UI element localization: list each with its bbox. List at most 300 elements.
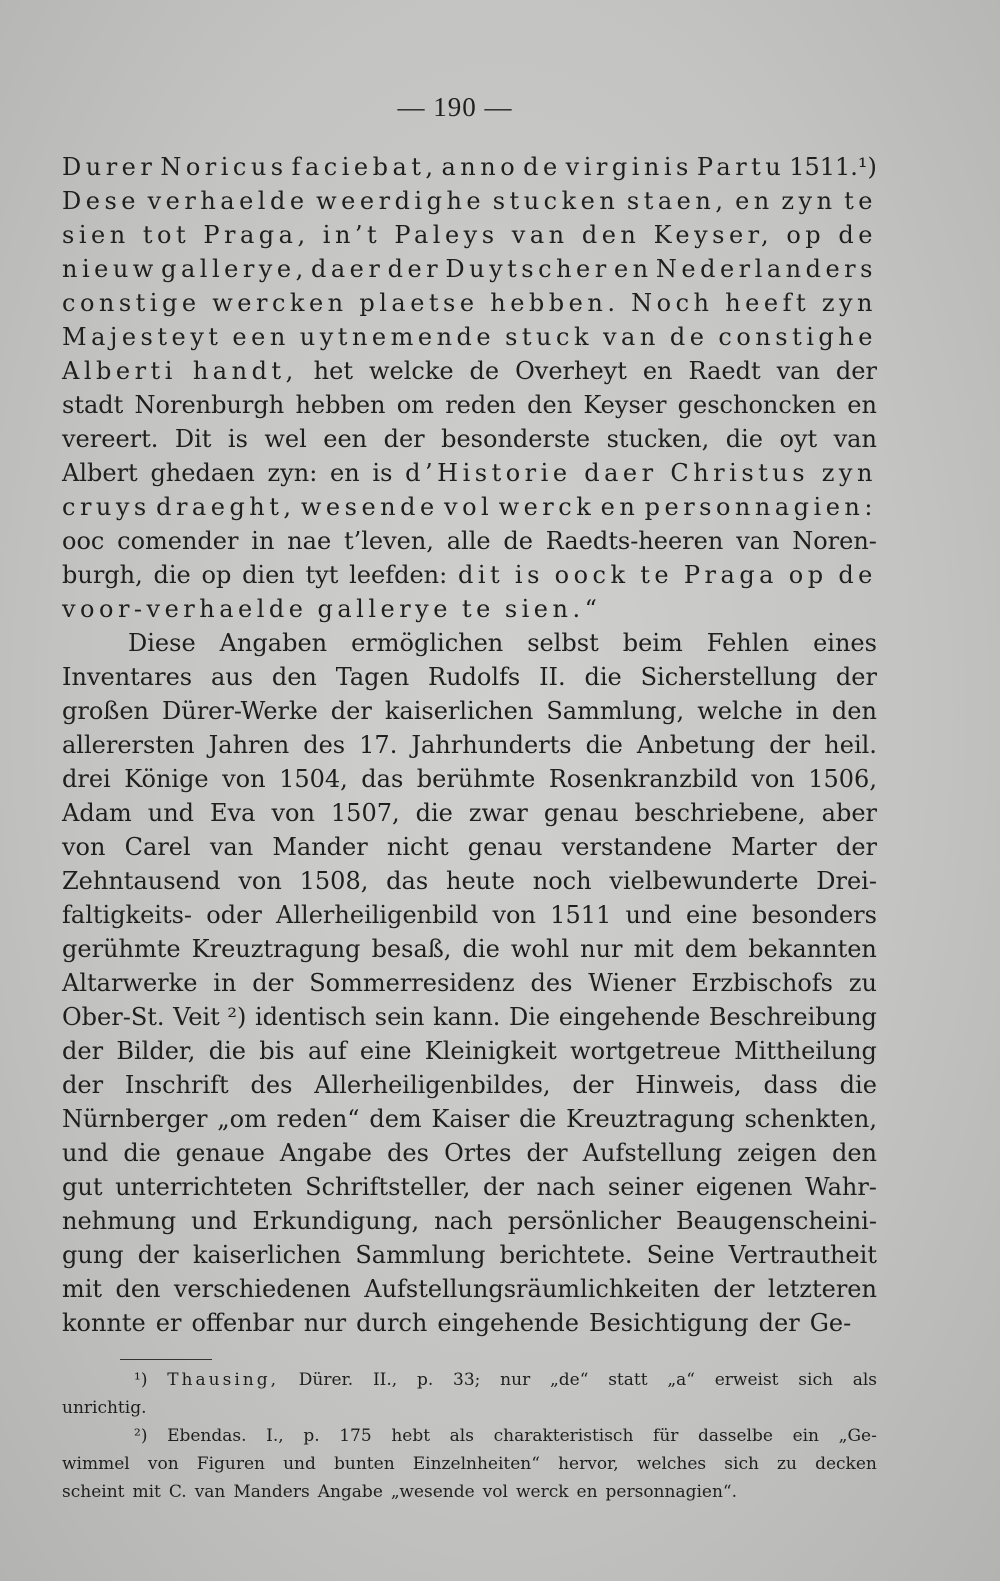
word: berühmte bbox=[416, 765, 536, 793]
text-line bbox=[62, 898, 877, 932]
word: seiner bbox=[607, 1173, 684, 1201]
word: leefden: bbox=[349, 561, 448, 589]
text-line bbox=[62, 1068, 877, 1102]
footnote-word: erweist bbox=[714, 1370, 779, 1390]
word: op bbox=[201, 561, 232, 589]
footnote-word: scheint bbox=[62, 1482, 125, 1502]
word: reden bbox=[445, 391, 516, 419]
word: virginis bbox=[565, 153, 693, 181]
word: genaue bbox=[175, 1139, 265, 1167]
footnote-word: welches bbox=[636, 1454, 707, 1474]
footnote-word: „wesende bbox=[390, 1482, 475, 1502]
word: op bbox=[786, 221, 826, 249]
word: letzteren bbox=[767, 1275, 877, 1303]
footnote-line bbox=[62, 1478, 877, 1506]
word: noch bbox=[532, 867, 592, 895]
word: die bbox=[153, 561, 191, 589]
word: de bbox=[669, 323, 709, 351]
word: Albert bbox=[62, 459, 138, 487]
word: Besichtigung bbox=[588, 1309, 749, 1337]
word: te bbox=[844, 187, 877, 215]
word: aber bbox=[821, 799, 877, 827]
word: eigenen bbox=[695, 1173, 793, 1201]
footnote-word: 175 bbox=[339, 1426, 372, 1446]
text-line bbox=[62, 184, 877, 218]
word: bis bbox=[259, 1037, 295, 1065]
word: Fehlen bbox=[706, 629, 790, 657]
word: een bbox=[323, 425, 368, 453]
word: zyn: bbox=[267, 459, 318, 487]
word: bekannten bbox=[748, 935, 877, 963]
word: wel bbox=[264, 425, 307, 453]
word: des bbox=[387, 1139, 429, 1167]
word: 1511.¹) bbox=[789, 153, 877, 181]
footnote-word: Dürer. bbox=[298, 1370, 354, 1390]
footnote-word: sich bbox=[724, 1454, 759, 1474]
word: sein bbox=[374, 1003, 425, 1031]
word: zyn bbox=[821, 459, 877, 487]
word: om bbox=[396, 391, 434, 419]
text-line bbox=[62, 524, 877, 558]
word: ghedaen bbox=[150, 459, 255, 487]
footnote-word: Figuren bbox=[196, 1454, 265, 1474]
word: ermöglichen bbox=[351, 629, 504, 657]
word: de bbox=[503, 527, 533, 555]
word: kann. bbox=[433, 1003, 501, 1031]
word: nach bbox=[434, 1207, 493, 1235]
word: die bbox=[462, 935, 500, 963]
word: eines bbox=[813, 629, 877, 657]
word: vielbewunderte bbox=[609, 867, 799, 895]
word: Drei- bbox=[816, 867, 877, 895]
text-line bbox=[62, 1204, 877, 1238]
word: Wahr- bbox=[804, 1173, 877, 1201]
footnote-word: Einzelnheiten“ bbox=[412, 1454, 540, 1474]
word: drei bbox=[62, 765, 111, 793]
word: den bbox=[271, 663, 317, 691]
footnote-word: p. bbox=[303, 1426, 320, 1446]
word: dien bbox=[242, 561, 295, 589]
word: zwar bbox=[468, 799, 528, 827]
text-line bbox=[62, 932, 877, 966]
word: stadt bbox=[62, 391, 124, 419]
word: sien.“ bbox=[504, 595, 602, 623]
word: Rudolfs bbox=[428, 663, 521, 691]
word: mit bbox=[62, 1275, 103, 1303]
text-line bbox=[62, 252, 877, 286]
word: Allerheiligenbild bbox=[276, 901, 479, 929]
word: 1507, bbox=[330, 799, 400, 827]
word: reden“ bbox=[276, 1105, 360, 1133]
word: welche bbox=[697, 697, 783, 725]
word: Nürnberger bbox=[62, 1105, 208, 1133]
footnote-word: „de“ bbox=[549, 1370, 589, 1390]
word: tyt bbox=[305, 561, 339, 589]
word: Inschrift bbox=[124, 1071, 229, 1099]
word: van bbox=[209, 833, 254, 861]
word: cruys bbox=[62, 493, 151, 521]
word: is bbox=[514, 561, 544, 589]
body-text bbox=[62, 150, 877, 1340]
word: Erkundigung, bbox=[252, 1207, 420, 1235]
word: dit bbox=[457, 561, 505, 589]
word: en bbox=[847, 391, 877, 419]
text-line bbox=[62, 456, 877, 490]
footnote-word: „Ge- bbox=[838, 1426, 877, 1446]
word: der bbox=[835, 663, 877, 691]
word: den bbox=[115, 1275, 161, 1303]
word: und bbox=[625, 901, 672, 929]
footnote-word: Manders bbox=[233, 1482, 310, 1502]
text-line bbox=[62, 864, 877, 898]
word: der bbox=[482, 1173, 524, 1201]
word: nieuw bbox=[62, 255, 158, 283]
text-line bbox=[62, 592, 877, 626]
text-line bbox=[62, 1306, 877, 1340]
footnote-word: p. bbox=[416, 1370, 434, 1390]
word: der bbox=[137, 1241, 179, 1269]
footnote-word: als bbox=[852, 1370, 877, 1390]
word: Anbetung bbox=[636, 731, 756, 759]
word: Duytscher bbox=[445, 255, 611, 283]
word: en bbox=[600, 493, 640, 521]
word: die bbox=[123, 1139, 161, 1167]
word: Inventares bbox=[62, 663, 193, 691]
word: Sammlung, bbox=[546, 697, 685, 725]
footnote-word: bunten bbox=[334, 1454, 395, 1474]
footnote-word: ¹) bbox=[134, 1370, 148, 1390]
word: Kreuztragung bbox=[566, 1105, 735, 1133]
word: nehmung bbox=[62, 1207, 177, 1235]
word: zu bbox=[848, 969, 877, 997]
word: Eva bbox=[210, 799, 256, 827]
word: nach bbox=[536, 1173, 596, 1201]
word: in bbox=[213, 969, 237, 997]
word: van bbox=[833, 425, 877, 453]
word: der bbox=[62, 1071, 104, 1099]
text-line bbox=[62, 150, 877, 184]
word: der bbox=[769, 731, 811, 759]
word: von bbox=[62, 833, 106, 861]
word: Könige bbox=[124, 765, 209, 793]
word: des bbox=[250, 1071, 293, 1099]
word: op bbox=[788, 561, 828, 589]
text-line bbox=[62, 830, 877, 864]
word: uytnemende bbox=[299, 323, 496, 351]
word: auf bbox=[307, 1037, 347, 1065]
word: verstandene bbox=[561, 833, 712, 861]
word: werck bbox=[498, 493, 596, 521]
word: Ge- bbox=[809, 1309, 852, 1337]
word: der bbox=[330, 697, 372, 725]
word: kaiserlichen bbox=[384, 697, 534, 725]
text-line bbox=[62, 1136, 877, 1170]
word: der bbox=[252, 969, 294, 997]
word: der bbox=[758, 1309, 800, 1337]
text-line bbox=[62, 796, 877, 830]
word: offenbar bbox=[191, 1309, 294, 1337]
word: weerdighe bbox=[316, 187, 486, 215]
word: die bbox=[725, 425, 763, 453]
word: Dese bbox=[62, 187, 140, 215]
word: Raedt bbox=[688, 357, 761, 385]
word: heil. bbox=[824, 731, 877, 759]
word: 1506, bbox=[808, 765, 877, 793]
footnote-word: ²) bbox=[134, 1426, 148, 1446]
text-line bbox=[62, 660, 877, 694]
word: Beaugenscheini- bbox=[675, 1207, 877, 1235]
word: Beschreibung bbox=[708, 1003, 877, 1031]
word: dem bbox=[684, 935, 738, 963]
word: Praga bbox=[683, 561, 778, 589]
text-line bbox=[62, 422, 877, 456]
text-line bbox=[62, 1170, 877, 1204]
text-line bbox=[62, 1238, 877, 1272]
word: het bbox=[313, 357, 353, 385]
word: der bbox=[62, 1037, 104, 1065]
word: Christus bbox=[670, 459, 810, 487]
word: der bbox=[383, 425, 425, 453]
word: Kaiser bbox=[431, 1105, 510, 1133]
word: daer bbox=[584, 459, 658, 487]
word: die bbox=[839, 1071, 877, 1099]
word: die bbox=[415, 799, 453, 827]
word: gerühmte bbox=[62, 935, 181, 963]
word: Angaben bbox=[219, 629, 328, 657]
word: Raedts-heeren bbox=[545, 527, 724, 555]
footnote-word: Angabe bbox=[317, 1482, 383, 1502]
word: en bbox=[613, 255, 653, 283]
text-line bbox=[62, 1102, 877, 1136]
word: comender bbox=[117, 527, 239, 555]
word: de bbox=[838, 221, 877, 249]
footnote-word: werck bbox=[515, 1482, 569, 1502]
footnote-word: II., bbox=[372, 1370, 398, 1390]
word: Erzbischofs bbox=[691, 969, 833, 997]
word: Allerheiligenbildes, bbox=[314, 1071, 551, 1099]
word: er bbox=[155, 1309, 182, 1337]
word: 17. bbox=[359, 731, 398, 759]
word: großen bbox=[62, 697, 149, 725]
word: Jahren bbox=[208, 731, 290, 759]
footnote-word: unrichtig. bbox=[62, 1398, 147, 1418]
word: identisch bbox=[254, 1003, 367, 1031]
footnote-word: statt bbox=[608, 1370, 648, 1390]
word: oyt bbox=[779, 425, 818, 453]
word: der bbox=[713, 1275, 755, 1303]
word: van bbox=[603, 323, 660, 351]
word: allerersten bbox=[62, 731, 195, 759]
word: te bbox=[640, 561, 674, 589]
word: van bbox=[736, 527, 780, 555]
word: tot bbox=[142, 221, 191, 249]
word: personnagien: bbox=[644, 493, 877, 521]
word: Alberti bbox=[62, 357, 177, 385]
word: sien bbox=[62, 221, 130, 249]
word: Ober-St. bbox=[62, 1003, 165, 1031]
text-line bbox=[62, 626, 877, 660]
footnote-word: dasselbe bbox=[698, 1426, 773, 1446]
word: draeght, bbox=[156, 493, 296, 521]
word: und bbox=[62, 1139, 109, 1167]
word: Noricus bbox=[160, 153, 288, 181]
word: die bbox=[208, 1037, 246, 1065]
word: Noren- bbox=[792, 527, 877, 555]
word: constighe bbox=[718, 323, 877, 351]
word: oder bbox=[206, 901, 262, 929]
word: besonderste bbox=[441, 425, 591, 453]
word: der bbox=[835, 833, 877, 861]
word: Keyser bbox=[583, 391, 667, 419]
word: Jahrhunderts bbox=[411, 731, 572, 759]
footnote-line bbox=[62, 1366, 877, 1394]
word: Sommerresidenz bbox=[309, 969, 515, 997]
footnote-word: ein bbox=[792, 1426, 820, 1446]
footnote-word: decken bbox=[815, 1454, 877, 1474]
word: van bbox=[776, 357, 820, 385]
word: Altarwerke bbox=[62, 969, 198, 997]
word: Dit bbox=[174, 425, 212, 453]
word: Diese bbox=[128, 629, 196, 657]
word: Kleinigkeit bbox=[424, 1037, 557, 1065]
word: schenkten, bbox=[744, 1105, 877, 1133]
word: gut bbox=[62, 1173, 103, 1201]
word: Majesteyt bbox=[62, 323, 223, 351]
word: die bbox=[585, 731, 623, 759]
word: kaiserlichen bbox=[192, 1241, 342, 1269]
word: 1508, bbox=[299, 867, 369, 895]
word: anno bbox=[441, 153, 520, 181]
word: wortgetreue bbox=[570, 1037, 721, 1065]
word: Durer bbox=[62, 153, 157, 181]
word: zyn bbox=[821, 289, 877, 317]
word: stucken bbox=[492, 187, 620, 215]
word: eingehende bbox=[558, 1003, 701, 1031]
text-line bbox=[62, 1272, 877, 1306]
word: eingehende bbox=[437, 1309, 579, 1337]
word: wohl bbox=[510, 935, 570, 963]
footnote-line bbox=[62, 1394, 877, 1422]
word: Vertrautheit bbox=[728, 1241, 877, 1269]
text-line bbox=[62, 388, 877, 422]
word: des bbox=[303, 731, 346, 759]
word: von bbox=[492, 901, 536, 929]
word: Aufstellungsräumlichkeiten bbox=[364, 1275, 701, 1303]
footnote-word: zu bbox=[777, 1454, 797, 1474]
word: wercken bbox=[212, 289, 348, 317]
word: und bbox=[147, 799, 195, 827]
word: genau bbox=[467, 833, 543, 861]
word: 1511 bbox=[550, 901, 612, 929]
word: nur bbox=[303, 1309, 347, 1337]
footnote-word: wimmel bbox=[62, 1454, 130, 1474]
word: Sicherstellung bbox=[640, 663, 818, 691]
word: den bbox=[831, 697, 877, 725]
word: in’t bbox=[322, 221, 382, 249]
word: ooc bbox=[62, 527, 105, 555]
word: Mittheilung bbox=[734, 1037, 877, 1065]
word: konnte bbox=[62, 1309, 146, 1337]
word: Wiener bbox=[588, 969, 676, 997]
footnote-word: mit bbox=[132, 1482, 161, 1502]
word: von bbox=[271, 799, 315, 827]
word: beschriebene, bbox=[634, 799, 806, 827]
text-line bbox=[62, 694, 877, 728]
word: oock bbox=[554, 561, 630, 589]
word: 1504, bbox=[279, 765, 348, 793]
text-line bbox=[62, 1034, 877, 1068]
footnote-word: hebt bbox=[391, 1426, 431, 1446]
text-line bbox=[62, 490, 877, 524]
word: in bbox=[251, 527, 275, 555]
word: heeft bbox=[725, 289, 811, 317]
word: das bbox=[361, 765, 404, 793]
text-line bbox=[62, 354, 877, 388]
word: Norenburgh bbox=[134, 391, 285, 419]
word: vol bbox=[444, 493, 494, 521]
word: gallerye, bbox=[161, 255, 308, 283]
footnote-word: vol bbox=[482, 1482, 508, 1502]
page-number: — 190 — bbox=[397, 92, 513, 122]
word: der bbox=[387, 255, 443, 283]
word: welcke bbox=[368, 357, 454, 385]
footnote-word: als bbox=[449, 1426, 474, 1446]
word: des bbox=[530, 969, 573, 997]
word: voor-verhaelde bbox=[62, 595, 308, 623]
footnote-word: nur bbox=[500, 1370, 531, 1390]
word: Marter bbox=[731, 833, 817, 861]
footnote-line bbox=[62, 1422, 877, 1450]
text-line bbox=[62, 966, 877, 1000]
word: Veit ²) bbox=[173, 1003, 247, 1031]
text-line bbox=[62, 218, 877, 252]
word: Partu bbox=[696, 153, 786, 181]
word: persönlicher bbox=[507, 1207, 661, 1235]
word: geschoncken bbox=[677, 391, 837, 419]
word: Adam bbox=[62, 799, 132, 827]
footnote-word: für bbox=[653, 1426, 679, 1446]
word: handt, bbox=[192, 357, 298, 385]
word: constige bbox=[62, 289, 201, 317]
word: te bbox=[461, 595, 495, 623]
word: Schriftsteller, bbox=[305, 1173, 471, 1201]
word: unterrichteten bbox=[115, 1173, 293, 1201]
word: selbst bbox=[527, 629, 599, 657]
footnote-word: und bbox=[283, 1454, 316, 1474]
footnote-word: sich bbox=[798, 1370, 833, 1390]
word: Aufstellung bbox=[582, 1139, 723, 1167]
word: besaß, bbox=[371, 935, 452, 963]
word: de bbox=[469, 357, 500, 385]
word: der bbox=[572, 1071, 614, 1099]
word: een bbox=[232, 323, 290, 351]
word: berichtete. bbox=[499, 1241, 633, 1269]
word: den bbox=[831, 1139, 877, 1167]
word: in bbox=[795, 697, 819, 725]
word: verschiedenen bbox=[173, 1275, 351, 1303]
word: dem bbox=[369, 1105, 422, 1133]
word: de bbox=[523, 153, 562, 181]
footnote-separator bbox=[120, 1359, 212, 1360]
footnote-word: Ebendas. bbox=[167, 1426, 247, 1446]
word: faltigkeits- bbox=[62, 901, 193, 929]
word: Praga, bbox=[203, 221, 310, 249]
word: den bbox=[527, 391, 573, 419]
footnote-word: van bbox=[194, 1482, 226, 1502]
word: gallerye bbox=[317, 595, 452, 623]
word: Zehntausend bbox=[62, 867, 221, 895]
word: Ortes bbox=[444, 1139, 512, 1167]
